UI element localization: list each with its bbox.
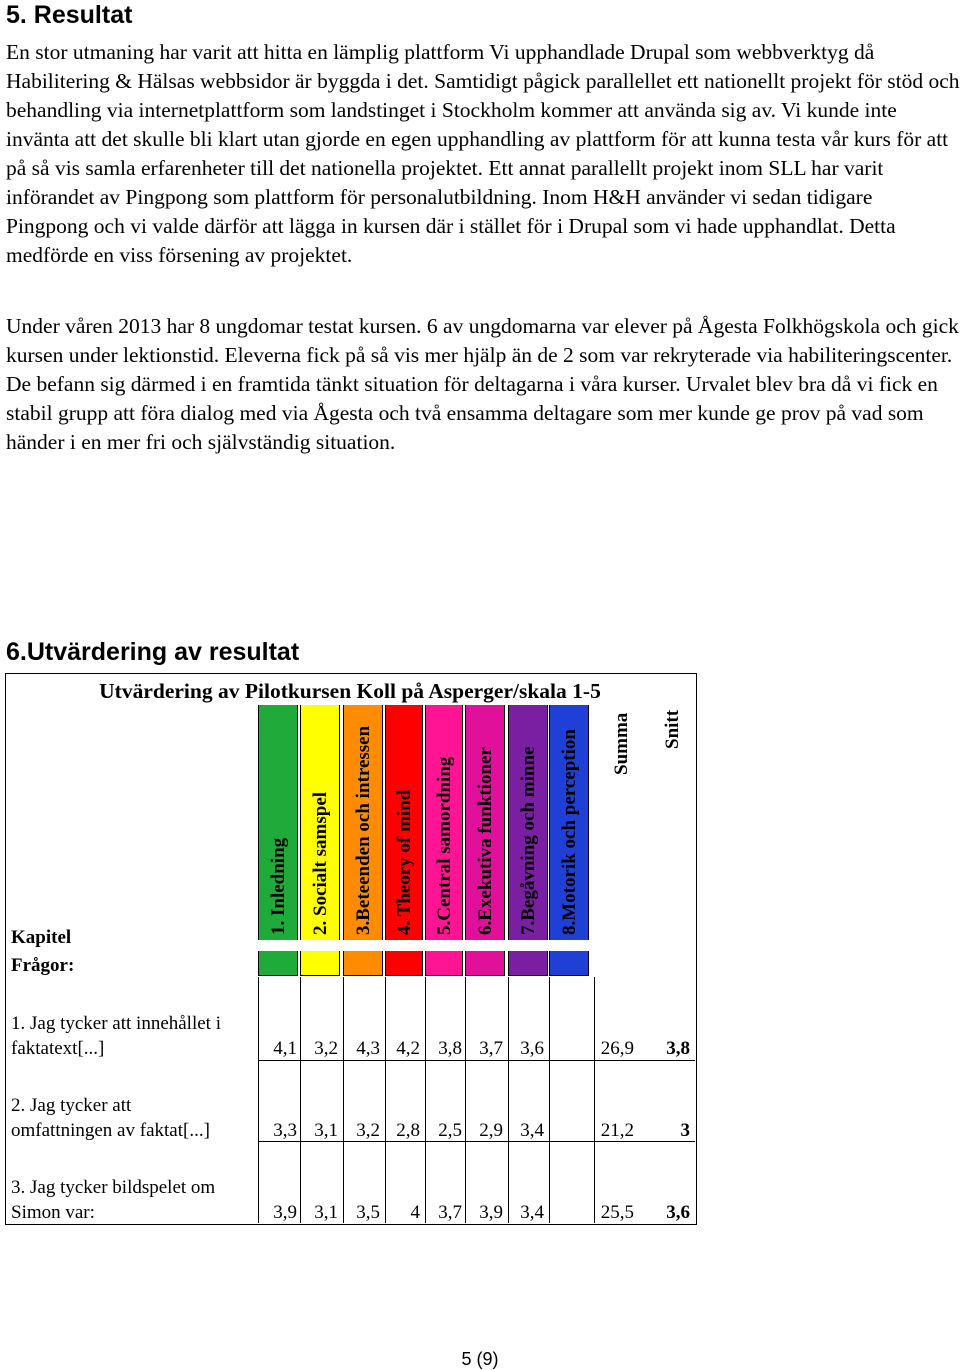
section-5-paragraph-2: Under våren 2013 har 8 ungdomar testat kursen. 6 av ungdomarna var elever på Ågesta Folkhögskola och gick kursen under lektionstid. Eleverna fick på så vis mer hjälp än de 2 som var rekryterade via habiliteringscenter. De befann sig därmed i en framtida tänkt situation för deltagarna i våra kurser. Urvalet blev bra då vi fick en stabil grupp att föra dialog med via Ågesta och två ensamma deltagare som mer kunde ge prov på vad som händer i en mer fri och självständig situation.	[6, 314, 959, 454]
score-cell: 3,6	[520, 1038, 544, 1059]
row-label-fragor: Frågor:	[11, 955, 75, 976]
score-cell: 3,5	[356, 1202, 380, 1223]
section-5-heading: 5. Resultat	[6, 1, 133, 29]
column-header-label: 6.Exekutiva funktioner	[475, 747, 496, 935]
column-color-cell	[465, 951, 505, 976]
question-text-line-1: 2. Jag tycker att	[11, 1095, 132, 1116]
score-cell: 26,9	[600, 1038, 634, 1059]
grid-line	[425, 977, 426, 1223]
score-cell: 3,2	[314, 1038, 338, 1059]
score-cell: 4,3	[356, 1038, 380, 1059]
column-header	[425, 705, 463, 940]
question-text-line-2: faktatext[...]	[11, 1038, 105, 1059]
score-cell: 3,8	[438, 1038, 462, 1059]
column-header-label: Snitt	[662, 709, 683, 749]
score-cell: 3,7	[438, 1202, 462, 1223]
column-color-cell	[508, 951, 548, 976]
column-header	[549, 705, 589, 940]
score-cell: 4	[410, 1202, 420, 1223]
score-cell: 4,1	[273, 1038, 297, 1059]
score-cell: 3,8	[666, 1038, 690, 1059]
score-cell: 3,4	[520, 1120, 544, 1141]
column-color-cell	[300, 951, 340, 976]
score-cell: 3,3	[273, 1120, 297, 1141]
column-header	[385, 705, 423, 940]
column-header-label: 8.Motorik och perception	[559, 729, 580, 935]
column-header-label: 4. Theory of mind	[394, 789, 415, 935]
column-color-cell	[343, 951, 383, 976]
question-text-line-1: 1. Jag tycker att innehållet i	[11, 1013, 221, 1034]
grid-line	[385, 977, 386, 1223]
score-cell: 3,2	[356, 1120, 380, 1141]
score-cell: 21,2	[600, 1120, 634, 1141]
score-cell: 3,1	[314, 1120, 338, 1141]
score-cell: 3,9	[479, 1202, 503, 1223]
column-header-label: 7.Begåvning och minne	[518, 746, 539, 935]
column-color-cell	[549, 951, 589, 976]
score-cell: 2,9	[479, 1120, 503, 1141]
page-number: 5 (9)	[461, 1349, 499, 1369]
grid-line	[594, 977, 595, 1223]
column-color-cell	[258, 951, 298, 976]
column-header	[300, 705, 340, 940]
score-cell: 3,9	[273, 1202, 297, 1223]
column-header	[652, 705, 694, 940]
column-header-label: 1. Inledning	[268, 837, 289, 935]
score-cell: 25,5	[600, 1202, 634, 1223]
score-cell: 4,2	[396, 1038, 420, 1059]
section-6-heading: 6.Utvärdering av resultat	[6, 638, 300, 666]
column-header	[465, 705, 505, 940]
column-color-cell	[425, 951, 463, 976]
grid-line	[300, 977, 301, 1223]
column-header	[258, 705, 298, 940]
grid-line	[465, 977, 466, 1223]
column-header-label: 3.Beteenden och intressen	[353, 725, 374, 935]
column-header-label: 5.Central samordning	[434, 756, 455, 935]
score-cell: 3,6	[666, 1202, 690, 1223]
score-cell: 2,8	[396, 1120, 420, 1141]
question-text-line-1: 3. Jag tycker bildspelet om	[11, 1177, 216, 1198]
score-cell: 3,4	[520, 1202, 544, 1223]
question-text-line-2: Simon var:	[11, 1202, 95, 1223]
score-cell: 3,7	[479, 1038, 503, 1059]
row-label-kapitel: Kapitel	[11, 927, 72, 948]
evaluation-table-title: Utvärdering av Pilotkursen Koll på Asperger/skala 1-5	[99, 679, 601, 703]
column-header	[508, 705, 548, 940]
column-header-label: Summa	[611, 712, 632, 775]
column-header-label: 2. Socialt samspel	[310, 791, 331, 935]
section-5-paragraph-1: En stor utmaning har varit att hitta en lämplig plattform Vi upphandlade Drupal som webbverktyg då Habilitering & Hälsas webbsidor är byggda i det. Samtidigt pågick parallellet ett nationellt projekt för stöd och behandling via internetplattform som landstinget i Stockholm kommer att använda sig av. Vi kunde inte invänta att det skulle bli klart utan gjorde en egen upphandling av plattform för att kunna testa vår kurs för att på så vis samla erfarenheter till det nationella projektet. Ett annat parallellt projekt inom SLL har varit införandet av Pingpong som plattform för personalutbildning. Inom H&H använder vi sedan tidigare Pingpong och vi valde därför att lägga in kursen där i stället för i Drupal som vi hade upphandlat. Detta medförde en viss försening av projektet.	[6, 40, 960, 267]
row-divider	[258, 1060, 695, 1061]
question-text-line-2: omfattningen av faktat[...]	[11, 1120, 210, 1141]
column-header	[594, 705, 650, 940]
column-header	[343, 705, 383, 940]
score-cell: 2,5	[438, 1120, 462, 1141]
grid-line	[508, 977, 509, 1223]
score-cell: 3	[680, 1120, 690, 1141]
grid-line	[549, 977, 550, 1223]
score-cell: 3,1	[314, 1202, 338, 1223]
column-color-cell	[385, 951, 423, 976]
grid-line	[343, 977, 344, 1223]
